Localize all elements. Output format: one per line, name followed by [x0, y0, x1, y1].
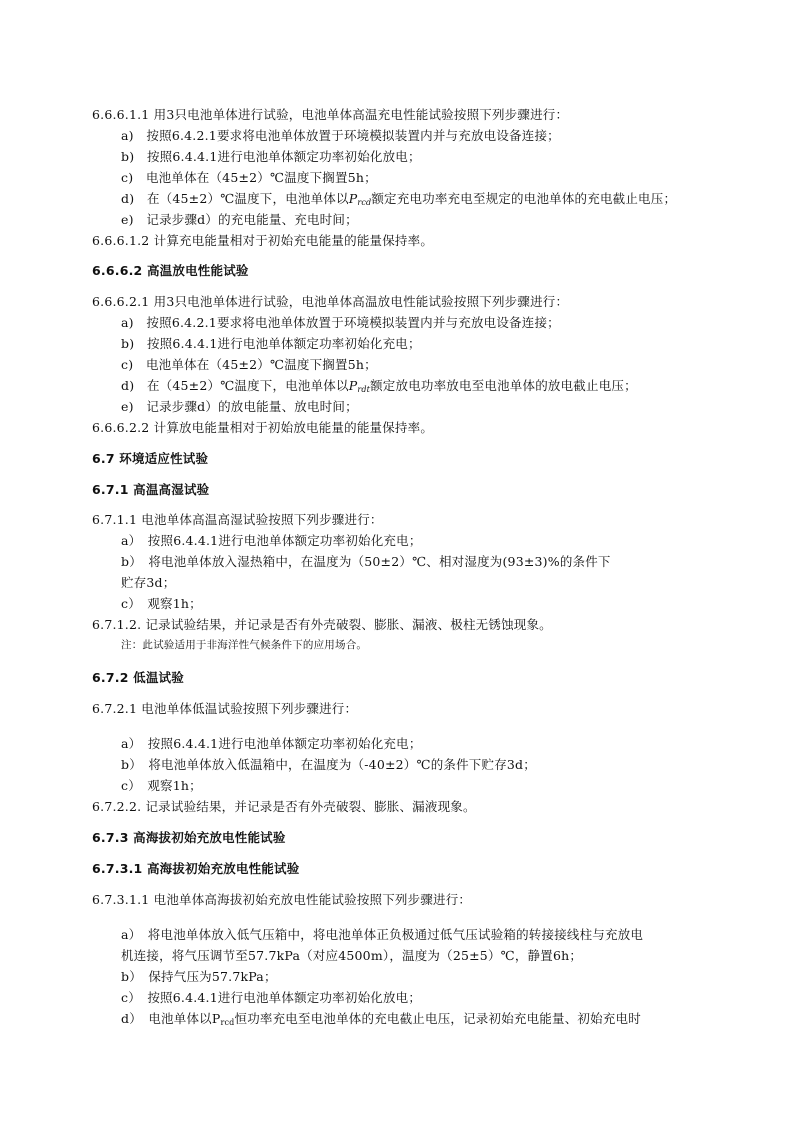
- heading-6-6-6-2: 6.6.6.2 高温放电性能试验: [92, 263, 249, 278]
- paragraph-6-6-6-2-2: 6.6.6.2.2 计算放电能量相对于初始放电能量的能量保持率。: [92, 420, 434, 435]
- paragraph-6-6-6-2-1: 6.6.6.2.1 用3只电池单体进行试验，电池单体高温放电性能试验按照下列步骤进行：: [92, 294, 569, 309]
- power-symbol: P: [348, 378, 358, 393]
- list-item-b: b) 按照6.4.4.1进行电池单体额定功率初始化充电；: [121, 336, 421, 351]
- list-item-a: a） 按照6.4.4.1进行电池单体额定功率初始化充电；: [121, 533, 422, 548]
- list-item-d-tail: 恒功率充电至电池单体的充电截止电压，记录初始充电能量、初始充电时: [234, 1011, 641, 1026]
- paragraph-6-7-1-2: 6.7.1.2. 记录试验结果，并记录是否有外壳破裂、膨胀、漏液、极柱无锈蚀现象。: [92, 617, 552, 632]
- paragraph-6-6-6-1-1: 6.6.6.1.1 用3只电池单体进行试验，电池单体高温充电性能试验按照下列步骤进行：: [92, 107, 569, 122]
- paragraph-6-6-6-1-2: 6.6.6.1.2 计算充电能量相对于初始充电能量的能量保持率。: [92, 233, 434, 248]
- list-item-d: [121, 378, 637, 398]
- heading-6-7-3: 6.7.3 高海拔初始充放电性能试验: [92, 830, 286, 845]
- list-item-a: a） 将电池单体放入低气压箱中，将电池单体正负极通过低气压试验箱的转接接线柱与充放电: [121, 927, 644, 942]
- list-item-d-text: d) 在（45±2）℃温度下，电池单体以: [121, 191, 349, 206]
- list-item-a: a) 按照6.4.2.1要求将电池单体放置于环境模拟装置内并与充放电设备连接；: [121, 315, 560, 330]
- paragraph-6-7-2-2: 6.7.2.2. 记录试验结果，并记录是否有外壳破裂、膨胀、漏液现象。: [92, 799, 476, 814]
- list-item-d-tail: 额定放电功率放电至电池单体的放电截止电压；: [370, 378, 637, 393]
- list-item-c: c） 观察1h；: [121, 596, 202, 611]
- list-item-d: [121, 191, 676, 211]
- paragraph-6-7-3-1-1: 6.7.3.1.1 电池单体高海拔初始充放电性能试验按照下列步骤进行：: [92, 892, 472, 907]
- list-item-e: e) 记录步骤d）的放电能量、放电时间；: [121, 399, 358, 414]
- list-item-a: a） 按照6.4.4.1进行电池单体额定功率初始化充电；: [121, 736, 422, 751]
- heading-6-7-3-1: 6.7.3.1 高海拔初始充放电性能试验: [92, 861, 300, 876]
- list-item-b-continued: 贮存3d；: [121, 575, 176, 590]
- list-item-c: c） 按照6.4.4.1进行电池单体额定功率初始化放电；: [121, 990, 422, 1005]
- list-item-b: b） 保持气压为57.7kPa；: [121, 969, 277, 984]
- power-subscript: rcd: [220, 1018, 235, 1027]
- power-subscript: rcd: [357, 198, 372, 207]
- paragraph-6-7-1-1: 6.7.1.1 电池单体高温高湿试验按照下列步骤进行：: [92, 512, 383, 527]
- list-item-b: b) 按照6.4.4.1进行电池单体额定功率初始化放电；: [121, 149, 421, 164]
- list-item-b: b） 将电池单体放入湿热箱中，在温度为（50±2）℃、相对湿度为(93±3)%的条件下: [121, 554, 611, 569]
- list-item-a: a) 按照6.4.2.1要求将电池单体放置于环境模拟装置内并与充放电设备连接；: [121, 128, 560, 143]
- list-item-e: e) 记录步骤d）的充电能量、充电时间；: [121, 212, 358, 227]
- list-item-a-continued: 机连接，将气压调节至57.7kPa（对应4500m），温度为（25±5）℃，静置6h；: [121, 948, 583, 963]
- heading-6-7: 6.7 环境适应性试验: [92, 451, 209, 466]
- list-item-d-text: d) 在（45±2）℃温度下，电池单体以: [121, 378, 349, 393]
- list-item-c: c） 观察1h；: [121, 778, 202, 793]
- heading-6-7-1: 6.7.1 高温高湿试验: [92, 482, 210, 497]
- power-symbol: P: [348, 191, 358, 206]
- list-item-d-text: d） 电池单体以P: [121, 1011, 221, 1026]
- list-item-c: c) 电池单体在（45±2）℃温度下搁置5h；: [121, 170, 377, 185]
- power-subscript: rdt: [357, 385, 371, 394]
- heading-6-7-2: 6.7.2 低温试验: [92, 670, 184, 685]
- list-item-b: b） 将电池单体放入低温箱中，在温度为（-40±2）℃的条件下贮存3d；: [121, 757, 536, 772]
- list-item-c: c) 电池单体在（45±2）℃温度下搁置5h；: [121, 357, 377, 372]
- paragraph-6-7-2-1: 6.7.2.1 电池单体低温试验按照下列步骤进行：: [92, 701, 358, 716]
- list-item-d: [121, 1011, 641, 1031]
- note: 注：此试验适用于非海洋性气候条件下的应用场合。: [121, 639, 368, 651]
- list-item-d-tail: 额定充电功率充电至规定的电池单体的充电截止电压；: [371, 191, 677, 206]
